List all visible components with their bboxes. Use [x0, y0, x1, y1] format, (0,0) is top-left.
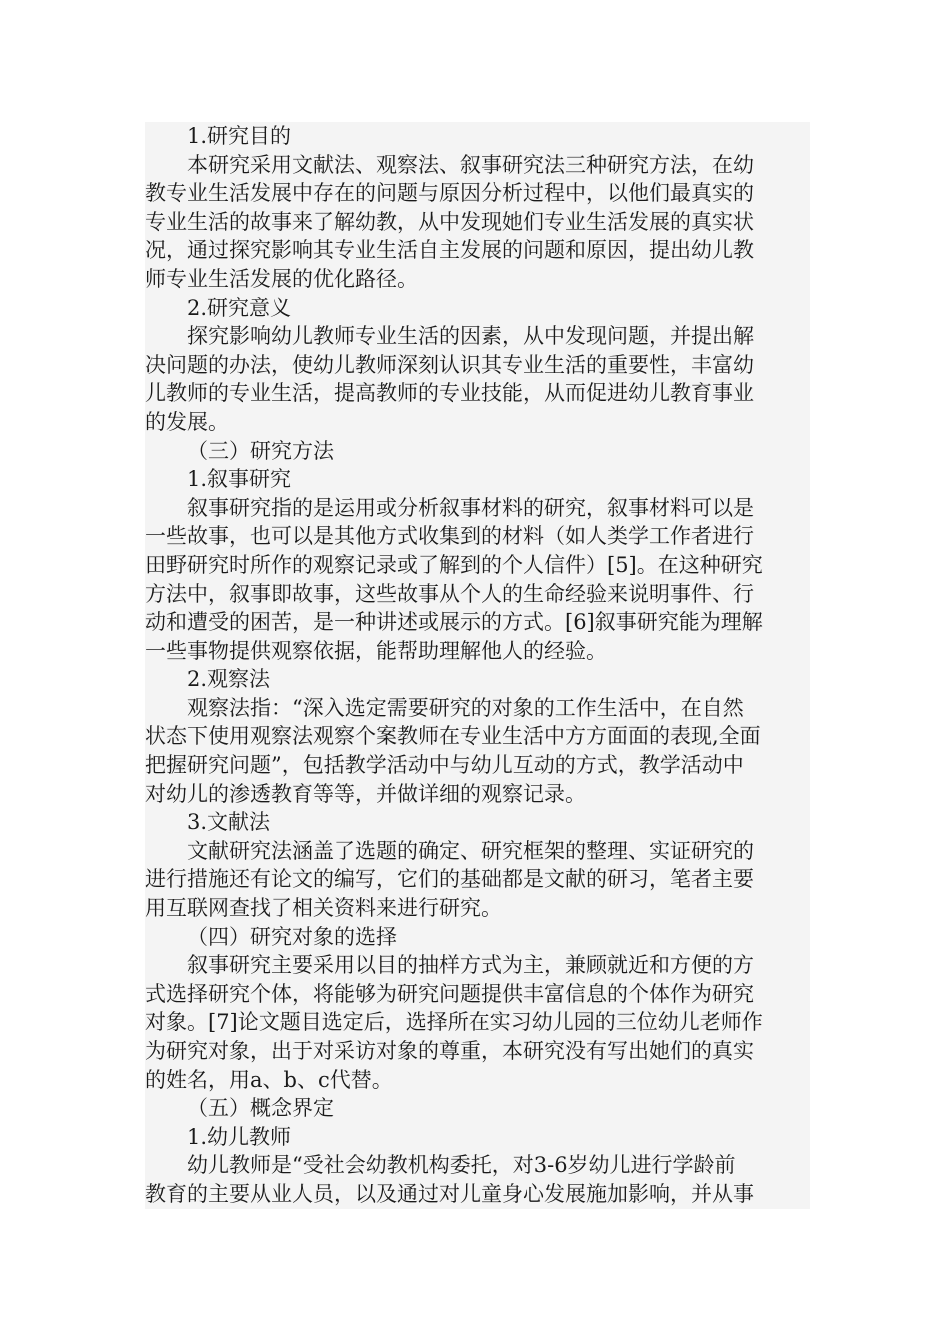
document-body: [145, 122, 810, 1209]
text-line: 动和遭受的困苦，是一种讲述或展示的方式。[6]叙事研究能为理解: [145, 608, 810, 637]
text-line: 2.观察法: [145, 665, 810, 694]
text-line: 式选择研究个体，将能够为研究问题提供丰富信息的个体作为研究: [145, 980, 810, 1009]
text-line: 田野研究时所作的观察记录或了解到的个人信件）[5]。在这种研究: [145, 551, 810, 580]
text-line: 师专业生活发展的优化路径。: [145, 265, 810, 294]
text-line: 一些事物提供观察依据，能帮助理解他人的经验。: [145, 637, 810, 666]
text-line: 幼儿教师是“受社会幼教机构委托，对3-6岁幼儿进行学龄前: [145, 1151, 810, 1180]
text-line: 2.研究意义: [145, 294, 810, 323]
text-line: 教专业生活发展中存在的问题与原因分析过程中，以他们最真实的: [145, 179, 810, 208]
text-line: 方法中，叙事即故事，这些故事从个人的生命经验来说明事件、行: [145, 580, 810, 609]
text-line: 探究影响幼儿教师专业生活的因素，从中发现问题，并提出解: [145, 322, 810, 351]
text-line: （四）研究对象的选择: [145, 923, 810, 952]
text-line: 叙事研究指的是运用或分析叙事材料的研究，叙事材料可以是: [145, 494, 810, 523]
text-line: 叙事研究主要采用以目的抽样方式为主，兼顾就近和方便的方: [145, 951, 810, 980]
text-line: （三）研究方法: [145, 437, 810, 466]
text-line: 对幼儿的渗透教育等等，并做详细的观察记录。: [145, 780, 810, 809]
text-line: 进行措施还有论文的编写，它们的基础都是文献的研习，笔者主要: [145, 865, 810, 894]
text-line: 状态下使用观察法观察个案教师在专业生活中方方面面的表现,全面: [145, 722, 810, 751]
text-line: 用互联网查找了相关资料来进行研究。: [145, 894, 810, 923]
text-line: 教育的主要从业人员，以及通过对儿童身心发展施加影响，并从事: [145, 1180, 810, 1209]
text-line: 文献研究法涵盖了选题的确定、研究框架的整理、实证研究的: [145, 837, 810, 866]
text-line: 的姓名，用a、b、c代替。: [145, 1066, 810, 1095]
text-line: （五）概念界定: [145, 1094, 810, 1123]
text-line: 况，通过探究影响其专业生活自主发展的问题和原因，提出幼儿教: [145, 236, 810, 265]
text-line: 的发展。: [145, 408, 810, 437]
text-line: 观察法指：“深入选定需要研究的对象的工作生活中，在自然: [145, 694, 810, 723]
text-line: 决问题的办法，使幼儿教师深刻认识其专业生活的重要性，丰富幼: [145, 351, 810, 380]
text-line: 为研究对象，出于对采访对象的尊重，本研究没有写出她们的真实: [145, 1037, 810, 1066]
text-line: 一些故事，也可以是其他方式收集到的材料（如人类学工作者进行: [145, 522, 810, 551]
text-line: 1.研究目的: [145, 122, 810, 151]
text-line: 1.幼儿教师: [145, 1123, 810, 1152]
text-line: 专业生活的故事来了解幼教，从中发现她们专业生活发展的真实状: [145, 208, 810, 237]
text-line: 1.叙事研究: [145, 465, 810, 494]
text-line: 3.文献法: [145, 808, 810, 837]
text-line: 本研究采用文献法、观察法、叙事研究法三种研究方法，在幼: [145, 151, 810, 180]
text-line: 把握研究问题”，包括教学活动中与幼儿互动的方式，教学活动中: [145, 751, 810, 780]
text-line: 儿教师的专业生活，提高教师的专业技能，从而促进幼儿教育事业: [145, 379, 810, 408]
text-line: 对象。[7]论文题目选定后，选择所在实习幼儿园的三位幼儿老师作: [145, 1008, 810, 1037]
